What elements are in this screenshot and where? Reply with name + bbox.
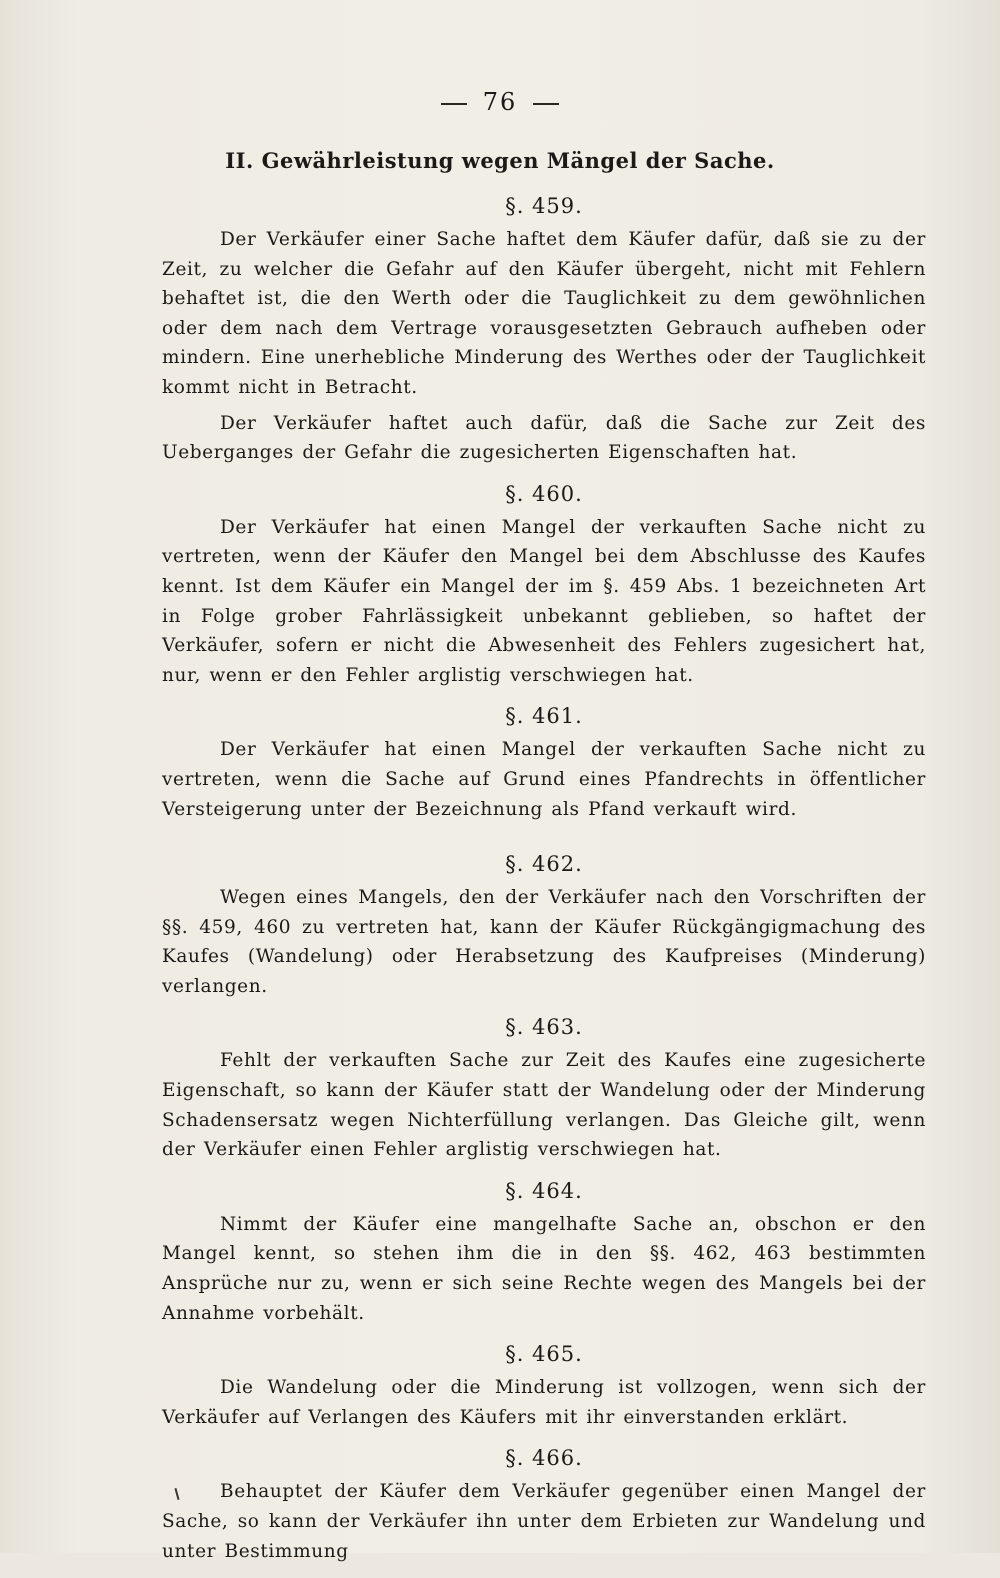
section-paragraph: Der Verkäufer haftet auch dafür, daß die Sache zur Zeit des Ueberganges der Gefahr die zugesicherten Eigenschaften hat. [162,412,926,464]
section-title: §. 464. [505,1178,583,1203]
section-title: §. 463. [505,1015,583,1040]
section-462 [162,850,926,1001]
section-title: §. 460. [505,481,583,506]
section-463 [162,1013,926,1164]
section-paragraph: Der Verkäufer hat einen Mangel der verkauften Sache nicht zu vertreten, wenn die Sache auf Grund eines Pfandrechts in öffentlicher Versteigerung unter der Bezeichnung als Pfand verkauft wird. [162,739,926,820]
section-460 [162,480,926,691]
page-number-left-dash [441,103,467,105]
section-paragraph: Die Wandelung oder die Minderung ist vollzogen, wenn sich der Verkäufer auf Verlangen des Käufers mit ihr einverstanden erklärt. [162,1377,926,1428]
section-paragraph: Fehlt der verkauften Sache zur Zeit des Kaufes eine zugesicherte Eigenschaft, so kann der Käufer statt der Wandelung oder der Minderung Schadensersatz wegen Nichterfüllung verlangen. Das Gleiche gilt, wenn der Verkäufer einen Fehler arglistig verschwiegen hat. [162,1050,926,1161]
page-number [0,88,1000,116]
page-number-right-dash [533,103,559,105]
section-paragraph: Der Verkäufer einer Sache haftet dem Käufer dafür, daß sie zu der Zeit, zu welcher die Gefahr auf den Käufer übergeht, nicht mit Fehlern behaftet ist, die den Werth oder die Tauglichkeit zu dem gewöhnlichen oder dem nach dem Vertrage vorausgesetzten Gebrauch aufheben oder mindern. Eine unerhebliche Minderung des Werthes oder der Tauglichkeit kommt nicht in Betracht. [162,229,926,398]
section-heading: II. Gewährleistung wegen Mängel der Sache. [225,148,775,173]
document-body [162,192,926,1578]
section-paragraph: Der Verkäufer hat einen Mangel der verkauften Sache nicht zu vertreten, wenn der Käufer den Mangel bei dem Abschlusse des Kaufes kennt. Ist dem Käufer ein Mangel der im §. 459 Abs. 1 bezeichneten Art in Folge grober Fahrlässigkeit unbekannt geblieben, so haftet der Verkäufer, sofern er nicht die Abwesenheit des Fehlers zugesichert hat, nur, wenn er den Fehler arglistig verschwiegen hat. [162,516,926,686]
page-number-value: 76 [482,88,518,116]
section-title: §. 462. [505,852,583,877]
section-461 [162,702,926,824]
section-464 [162,1177,926,1328]
section-466 [162,1444,926,1566]
section-459 [162,192,926,468]
section-paragraph: Wegen eines Mangels, den der Verkäufer nach den Vorschriften der §§. 459, 460 zu vertreten hat, kann der Käufer Rückgängigmachung des Kaufes (Wandelung) oder Herabsetzung des Kaufpreises (Minderung) verlangen. [162,887,926,997]
section-title: §. 465. [505,1342,583,1367]
section-465 [162,1340,926,1432]
section-paragraph: Behauptet der Käufer dem Verkäufer gegenüber einen Mangel der Sache, so kann der Verkäufer ihn unter dem Erbieten zur Wandelung und unter Bestimmung [162,1481,926,1562]
section-paragraph: Nimmt der Käufer eine mangelhafte Sache an, obschon er den Mangel kennt, so stehen ihm die in den §§. 462, 463 bestimmten Ansprüche nur zu, wenn er sich seine Rechte wegen des Mangels bei der Annahme vorbehält. [162,1213,926,1324]
section-title: §. 466. [505,1446,583,1471]
section-title: §. 461. [505,704,583,729]
section-title: §. 459. [505,194,583,218]
